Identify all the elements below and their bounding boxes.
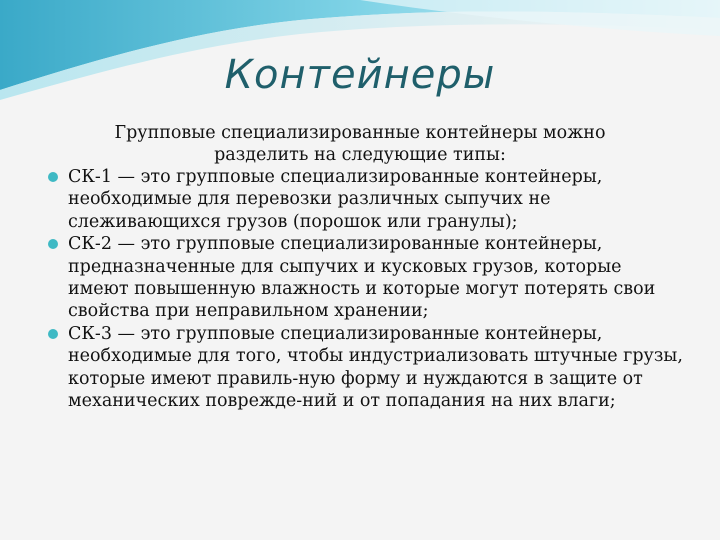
bullet-icon <box>48 329 58 339</box>
list-item <box>44 323 684 413</box>
container-types-list <box>44 166 684 412</box>
list-item-text: СК-2 — это групповые специализированные контейнеры, предназначенные для сыпучих и кусковых грузов, которые имеют повышенную влажность и которые могут потерять свои свойства при неправильном хранении; <box>68 234 656 322</box>
list-item <box>44 166 684 233</box>
bullet-icon <box>48 239 58 249</box>
list-item <box>44 233 684 323</box>
slide-title: Контейнеры <box>224 52 496 98</box>
intro-text: Групповые специализированные контейнеры можно разделить на следующие типы: <box>114 123 606 165</box>
list-item-text: СК-1 — это групповые специализированные контейнеры, необходимые для перевозки различных сыпучих не слеживающихся грузов (порошок или гранулы); <box>68 167 603 232</box>
bullet-icon <box>48 172 58 182</box>
list-item-text: СК-3 — это групповые специализированные контейнеры, необходимые для того, чтобы индустриализовать штучные грузы, которые имеют правиль-ную форму и нуждаются в защите от механических поврежде-ний и от попадания на них влаги; <box>68 323 683 412</box>
